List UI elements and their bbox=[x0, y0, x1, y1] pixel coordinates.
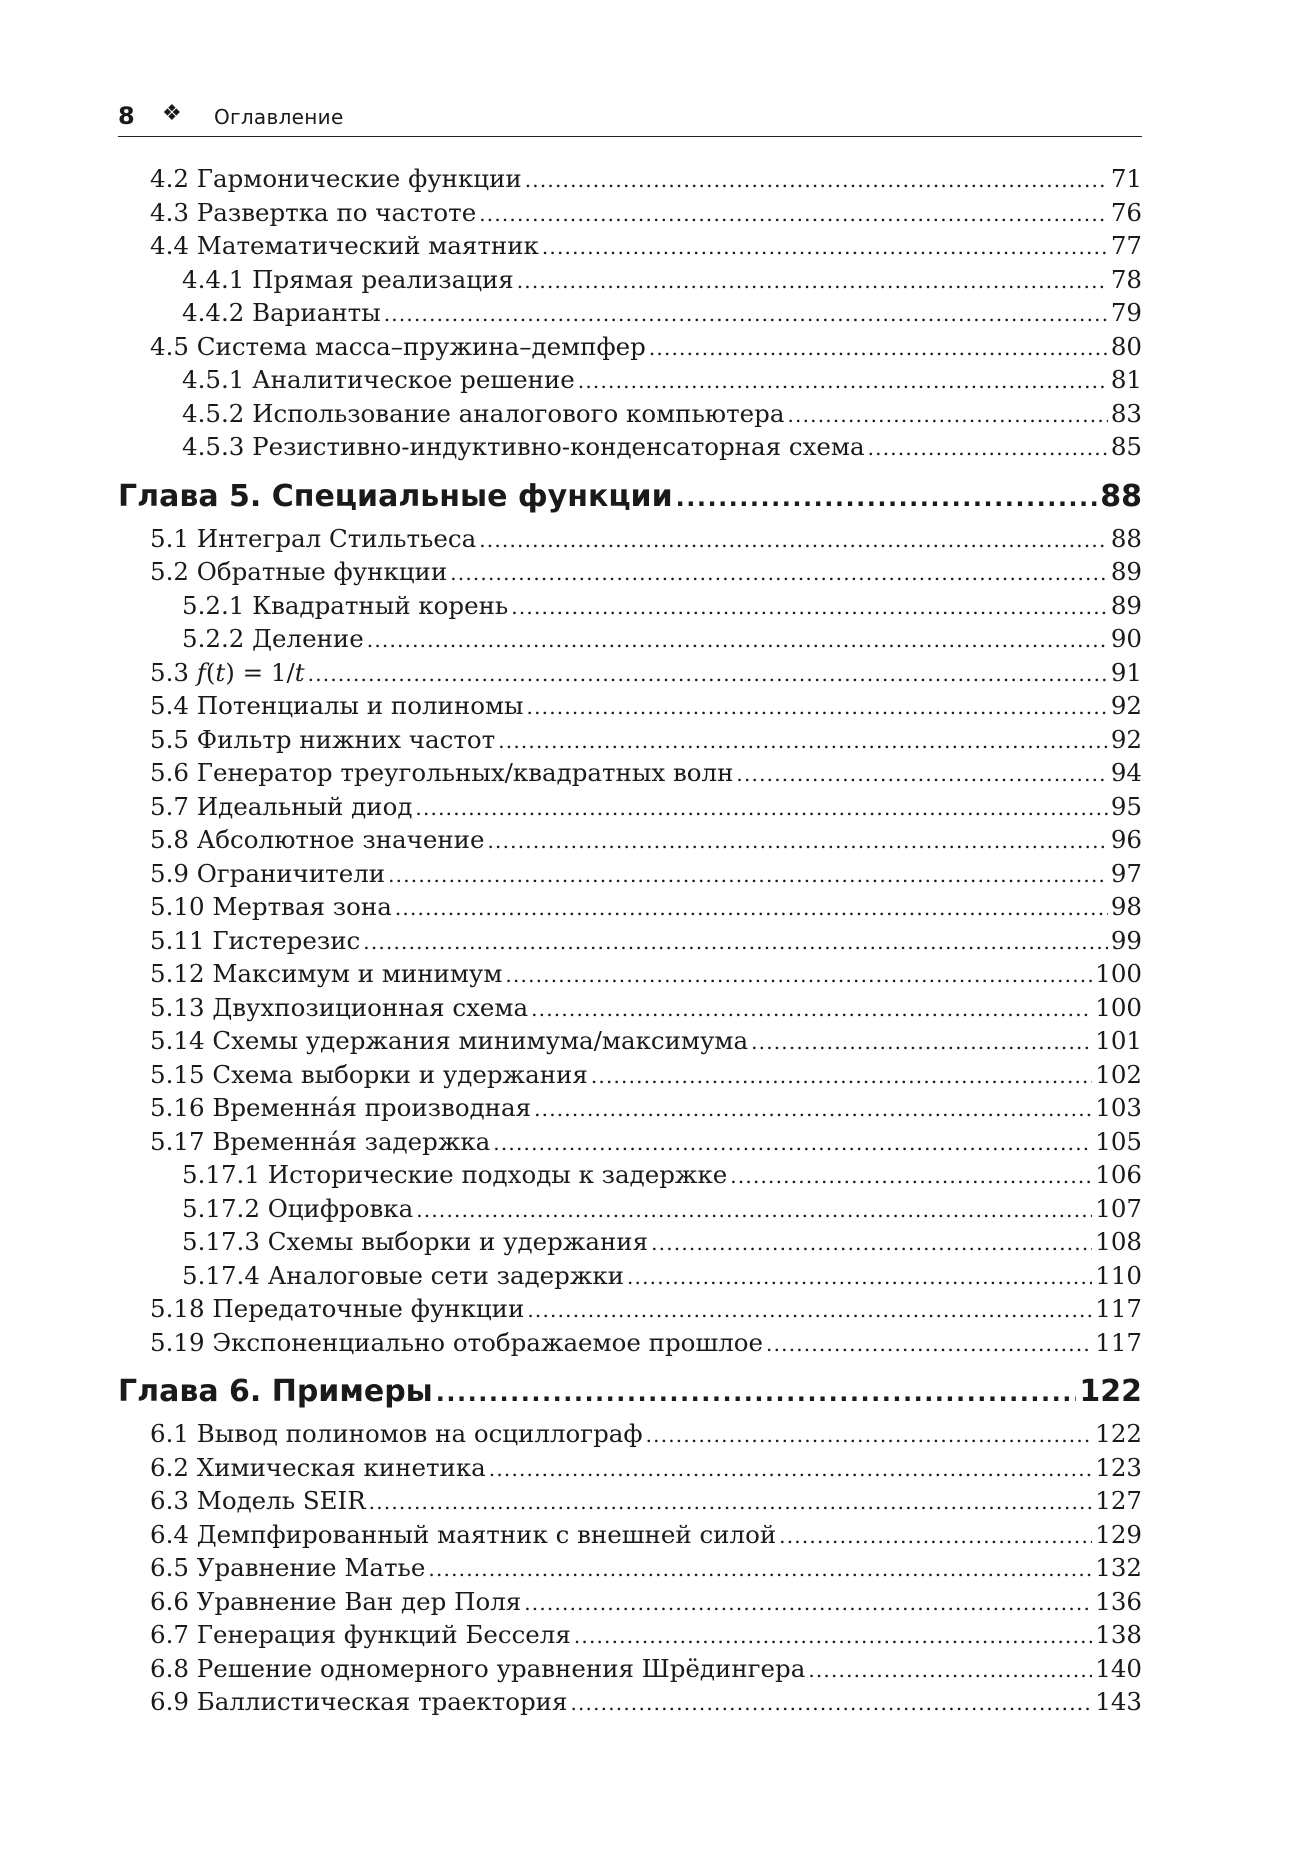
toc-leader-dots bbox=[574, 1620, 1092, 1654]
toc-entry-page: 89 bbox=[1110, 557, 1142, 586]
toc-entry-page: 129 bbox=[1095, 1519, 1142, 1549]
toc-entry-page: 88 bbox=[1110, 523, 1142, 553]
toc-leader-dots bbox=[676, 479, 1098, 517]
toc-leader-dots bbox=[649, 332, 1108, 366]
toc-entry[interactable] bbox=[118, 1225, 1142, 1259]
toc-entry-title: 5.8 Абсолютное значение bbox=[150, 825, 485, 854]
toc-leader-dots bbox=[527, 1294, 1092, 1328]
toc-entry-page: 97 bbox=[1110, 858, 1142, 888]
toc-leader-dots bbox=[570, 1687, 1092, 1721]
toc-entry-title: 6.7 Генерация функций Бесселя bbox=[150, 1620, 571, 1649]
toc-entry-page: 100 bbox=[1095, 992, 1142, 1022]
toc-entry[interactable] bbox=[118, 363, 1142, 397]
toc-entry[interactable] bbox=[118, 397, 1142, 431]
table-of-contents bbox=[118, 162, 1142, 1719]
toc-entry[interactable] bbox=[118, 162, 1142, 196]
toc-entry-title: 6.3 Модель SEIR bbox=[150, 1486, 366, 1515]
toc-entry-page: 105 bbox=[1095, 1126, 1142, 1156]
toc-entry-title: 4.4.1 Прямая реализация bbox=[182, 264, 514, 294]
toc-leader-dots bbox=[730, 1160, 1092, 1194]
toc-leader-dots bbox=[415, 792, 1107, 826]
toc-leader-dots bbox=[479, 198, 1108, 232]
toc-entry[interactable] bbox=[118, 622, 1142, 656]
toc-entry[interactable] bbox=[118, 1551, 1142, 1585]
toc-entry-page: 96 bbox=[1110, 825, 1142, 854]
ornament-icon: ❖ bbox=[162, 101, 182, 126]
toc-leader-dots bbox=[808, 1654, 1092, 1688]
toc-entry-page: 71 bbox=[1110, 164, 1142, 193]
toc-entry-title: 4.5.1 Аналитическое решение bbox=[182, 365, 575, 394]
toc-leader-dots bbox=[736, 758, 1107, 792]
toc-entry-title: 6.1 Вывод полиномов на осциллограф bbox=[150, 1419, 643, 1448]
toc-leader-dots bbox=[450, 557, 1108, 591]
toc-entry[interactable] bbox=[118, 1259, 1142, 1293]
toc-entry-page: 140 bbox=[1095, 1653, 1142, 1683]
toc-entry[interactable] bbox=[118, 1685, 1142, 1719]
toc-entry-page: 136 bbox=[1095, 1586, 1142, 1616]
toc-leader-dots bbox=[527, 691, 1108, 725]
toc-entry[interactable] bbox=[118, 1652, 1142, 1686]
toc-entry-title: 6.4 Демпфированный маятник с внешней силой bbox=[150, 1519, 777, 1549]
toc-entry-page: 92 bbox=[1110, 724, 1142, 754]
toc-leader-dots bbox=[428, 1553, 1092, 1587]
toc-entry-page: 94 bbox=[1110, 758, 1142, 787]
toc-entry[interactable] bbox=[118, 330, 1142, 364]
toc-entry-page: 78 bbox=[1110, 264, 1142, 294]
toc-entry-title: 6.8 Решение одномерного уравнения Шрёдингера bbox=[150, 1653, 806, 1683]
toc-leader-dots bbox=[498, 725, 1108, 759]
toc-entry-page: 79 bbox=[1110, 298, 1142, 327]
toc-entry[interactable] bbox=[118, 756, 1142, 790]
toc-entry-page: 95 bbox=[1110, 791, 1142, 821]
toc-entry[interactable] bbox=[118, 1292, 1142, 1326]
toc-entry-page: 138 bbox=[1095, 1620, 1142, 1649]
toc-entry-title: 5.2.2 Деление bbox=[182, 624, 364, 653]
toc-entry-page: 110 bbox=[1095, 1260, 1142, 1290]
toc-entry[interactable] bbox=[118, 1058, 1142, 1092]
toc-leader-dots bbox=[511, 591, 1108, 625]
toc-leader-dots bbox=[779, 1520, 1092, 1554]
toc-entry[interactable] bbox=[118, 1484, 1142, 1518]
toc-leader-dots bbox=[488, 825, 1108, 859]
toc-entry-page: 123 bbox=[1095, 1452, 1142, 1482]
toc-entry-title: 6.6 Уравнение Ван дер Поля bbox=[150, 1586, 522, 1616]
toc-entry-page: 80 bbox=[1110, 331, 1142, 361]
toc-entry-page: 90 bbox=[1110, 624, 1142, 653]
toc-entry[interactable] bbox=[118, 1417, 1142, 1451]
toc-entry-title: 5.14 Схемы удержания минимума/максимума bbox=[150, 1026, 749, 1055]
toc-entry-title: 5.5 Фильтр нижних частот bbox=[150, 724, 496, 754]
toc-entry[interactable] bbox=[118, 1326, 1142, 1360]
toc-entry[interactable] bbox=[118, 957, 1142, 991]
toc-entry-page: 88 bbox=[1100, 478, 1142, 514]
toc-entry[interactable] bbox=[118, 522, 1142, 556]
toc-leader-dots bbox=[646, 1419, 1093, 1453]
toc-entry[interactable] bbox=[118, 1192, 1142, 1226]
toc-entry[interactable] bbox=[118, 790, 1142, 824]
toc-leader-dots bbox=[367, 624, 1108, 658]
toc-entry-title: 5.6 Генератор треугольных/квадратных волн bbox=[150, 758, 734, 787]
toc-entry[interactable] bbox=[118, 723, 1142, 757]
toc-entry-page: 102 bbox=[1095, 1059, 1142, 1089]
toc-entry-title: 6.9 Баллистическая траектория bbox=[150, 1687, 568, 1716]
toc-leader-dots bbox=[395, 892, 1108, 926]
toc-entry-title: 4.5.2 Использование аналогового компьютера bbox=[182, 398, 785, 428]
toc-entry-page: 92 bbox=[1110, 691, 1142, 720]
toc-entry-page: 83 bbox=[1110, 398, 1142, 428]
toc-entry-title: 5.15 Схема выборки и удержания bbox=[150, 1059, 588, 1089]
toc-leader-dots bbox=[531, 993, 1092, 1027]
toc-entry[interactable] bbox=[118, 1518, 1142, 1552]
toc-entry-page: 99 bbox=[1110, 925, 1142, 955]
toc-leader-dots bbox=[868, 432, 1108, 466]
toc-entry-title: 5.7 Идеальный диод bbox=[150, 791, 413, 821]
toc-entry[interactable] bbox=[118, 1585, 1142, 1619]
toc-entry-title: 4.4 Математический маятник bbox=[150, 231, 539, 260]
toc-entry[interactable] bbox=[118, 924, 1142, 958]
toc-entry-title: 5.12 Максимум и минимум bbox=[150, 959, 503, 988]
toc-entry-title: 4.5.3 Резистивно-индуктивно-конденсаторная схема bbox=[182, 432, 865, 461]
toc-leader-dots bbox=[369, 1486, 1093, 1520]
toc-leader-dots bbox=[787, 399, 1107, 433]
toc-leader-dots bbox=[578, 365, 1108, 399]
toc-entry-title: 4.5 Система масса–пружина–демпфер bbox=[150, 331, 646, 361]
toc-entry-title: Глава 6. Примеры bbox=[118, 1374, 433, 1409]
toc-entry-page: 89 bbox=[1110, 590, 1142, 620]
running-head-title: Оглавление bbox=[214, 105, 344, 129]
toc-leader-dots bbox=[525, 164, 1108, 198]
toc-entry-title: 5.17 Временна́я задержка bbox=[150, 1126, 491, 1156]
toc-entry[interactable] bbox=[118, 589, 1142, 623]
running-head bbox=[118, 100, 1142, 137]
toc-entry[interactable] bbox=[118, 1024, 1142, 1058]
toc-chapter-entry[interactable] bbox=[118, 478, 1142, 516]
toc-entry-page: 117 bbox=[1095, 1294, 1142, 1323]
toc-leader-dots bbox=[751, 1026, 1092, 1060]
toc-leader-dots bbox=[363, 926, 1108, 960]
toc-entry[interactable] bbox=[118, 430, 1142, 464]
toc-entry-page: 76 bbox=[1110, 197, 1142, 227]
toc-entry-title: 5.17.3 Схемы выборки и удержания bbox=[182, 1227, 649, 1256]
toc-entry[interactable] bbox=[118, 263, 1142, 297]
toc-leader-dots bbox=[505, 959, 1092, 993]
toc-entry-title: 5.17.4 Аналоговые сети задержки bbox=[182, 1260, 624, 1290]
toc-entry-page: 81 bbox=[1110, 365, 1142, 394]
toc-entry-title: 5.10 Мертвая зона bbox=[150, 892, 392, 921]
toc-entry-title: 5.19 Экспоненциально отображаемое прошлое bbox=[150, 1327, 764, 1357]
toc-entry-title: 6.2 Химическая кинетика bbox=[150, 1452, 486, 1482]
toc-leader-dots bbox=[766, 1328, 1092, 1362]
toc-leader-dots bbox=[489, 1453, 1092, 1487]
toc-entry-title: 5.13 Двухпозиционная схема bbox=[150, 992, 529, 1022]
toc-entry-page: 77 bbox=[1110, 231, 1142, 260]
toc-entry[interactable] bbox=[118, 1091, 1142, 1125]
toc-entry-title: 4.4.2 Варианты bbox=[182, 298, 381, 327]
toc-entry[interactable] bbox=[118, 656, 1142, 690]
toc-entry-title: 5.18 Передаточные функции bbox=[150, 1294, 525, 1323]
toc-entry-page: 103 bbox=[1095, 1093, 1142, 1122]
toc-entry[interactable] bbox=[118, 991, 1142, 1025]
toc-entry-title: 5.17.2 Оцифровка bbox=[182, 1193, 414, 1223]
toc-entry-page: 107 bbox=[1095, 1193, 1142, 1223]
toc-entry[interactable] bbox=[118, 890, 1142, 924]
toc-entry-page: 106 bbox=[1095, 1160, 1142, 1189]
toc-leader-dots bbox=[493, 1127, 1092, 1161]
toc-entry-title: 5.16 Временна́я производная bbox=[150, 1093, 532, 1122]
toc-entry[interactable] bbox=[118, 1451, 1142, 1485]
toc-entry-title: 4.3 Развертка по частоте bbox=[150, 197, 477, 227]
toc-entry-title: 4.2 Гармонические функции bbox=[150, 164, 522, 193]
toc-entry-page: 91 bbox=[1110, 657, 1142, 687]
toc-entry-title: 5.17.1 Исторические подходы к задержке bbox=[182, 1160, 728, 1189]
toc-leader-dots bbox=[384, 298, 1108, 332]
toc-chapter-entry[interactable] bbox=[118, 1373, 1142, 1411]
toc-entry-page: 100 bbox=[1095, 959, 1142, 988]
toc-entry-title: 5.2 Обратные функции bbox=[150, 557, 448, 586]
toc-entry-title: 5.2.1 Квадратный корень bbox=[182, 590, 509, 620]
toc-entry-title: 5.3 f(t) = 1/t bbox=[150, 657, 305, 687]
toc-entry-title: 5.1 Интеграл Стильтьеса bbox=[150, 523, 477, 553]
toc-leader-dots bbox=[388, 859, 1108, 893]
toc-leader-dots bbox=[517, 265, 1108, 299]
toc-entry-title: 5.4 Потенциалы и полиномы bbox=[150, 691, 524, 720]
toc-entry-title: 6.5 Уравнение Матье bbox=[150, 1553, 426, 1582]
toc-entry-title: 5.9 Ограничители bbox=[150, 858, 386, 888]
toc-entry-page: 117 bbox=[1095, 1327, 1142, 1357]
page-number: 8 bbox=[118, 102, 135, 130]
toc-leader-dots bbox=[542, 231, 1108, 265]
toc-entry-page: 85 bbox=[1110, 432, 1142, 461]
toc-entry-title: Глава 5. Специальные функции bbox=[118, 478, 673, 514]
toc-entry-title: 5.11 Гистерезис bbox=[150, 925, 361, 955]
toc-entry[interactable] bbox=[118, 1618, 1142, 1652]
toc-entry-page: 143 bbox=[1095, 1687, 1142, 1716]
toc-leader-dots bbox=[308, 658, 1108, 692]
toc-entry-page: 101 bbox=[1095, 1026, 1142, 1055]
toc-leader-dots bbox=[627, 1261, 1092, 1295]
toc-leader-dots bbox=[416, 1194, 1092, 1228]
toc-leader-dots bbox=[479, 524, 1108, 558]
toc-entry[interactable] bbox=[118, 823, 1142, 857]
toc-leader-dots bbox=[534, 1093, 1092, 1127]
toc-entry[interactable] bbox=[118, 296, 1142, 330]
toc-leader-dots bbox=[436, 1374, 1077, 1412]
toc-entry[interactable] bbox=[118, 1158, 1142, 1192]
toc-entry[interactable] bbox=[118, 1125, 1142, 1159]
toc-entry-page: 132 bbox=[1095, 1553, 1142, 1582]
toc-entry-page: 108 bbox=[1095, 1227, 1142, 1256]
toc-leader-dots bbox=[524, 1587, 1092, 1621]
toc-leader-dots bbox=[651, 1227, 1092, 1261]
toc-entry-page: 98 bbox=[1110, 892, 1142, 921]
toc-leader-dots bbox=[591, 1060, 1092, 1094]
toc-entry-page: 127 bbox=[1095, 1486, 1142, 1515]
toc-entry[interactable] bbox=[118, 229, 1142, 263]
toc-entry-page: 122 bbox=[1079, 1374, 1142, 1409]
toc-entry[interactable] bbox=[118, 196, 1142, 230]
toc-entry-page: 122 bbox=[1095, 1419, 1142, 1448]
toc-entry[interactable] bbox=[118, 857, 1142, 891]
toc-entry[interactable] bbox=[118, 689, 1142, 723]
toc-entry[interactable] bbox=[118, 555, 1142, 589]
